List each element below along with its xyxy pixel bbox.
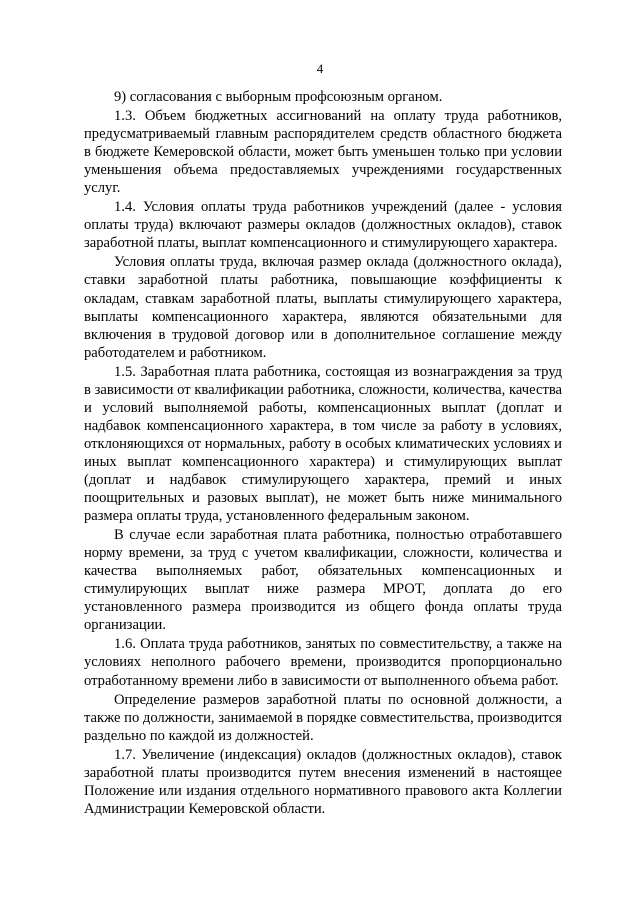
page-number: 4 (316, 61, 324, 76)
paragraph-1-4: 1.4. Условия оплаты труда работников учреждений (далее - условия оплаты труда) включают размеры окладов (должностных окладов), ставок заработной платы, выплат компенсационного и стимулирующего характера. (84, 199, 562, 252)
paragraph-1-5-mrot: В случае если заработная плата работника, полностью отработавшего норму времени, за труд с учетом квалификации, сложности, количества и качества выполняемых работ, обязательных компенсационных и стимулирующих выплат ниже размера МРОТ, доплата до его установленного размера производится из общего фонда оплаты труда организации. (84, 527, 562, 634)
paragraph-item-9: 9) согласования с выборным профсоюзным органом. (114, 89, 443, 105)
paragraph-1-4-conditions: Условия оплаты труда, включая размер оклада (должностного оклада), ставки заработной платы работника, повышающие коэффициенты к окладам, ставкам заработной платы, выплаты стимулирующего характера, выплаты компенсационного характера, являются обязательными для включения в трудовой договор или в дополнительное соглашение между работодателем и работником. (84, 254, 562, 361)
paragraph-1-6-positions: Определение размеров заработной платы по основной должности, а также по должности, занимаемой в порядке совместительства, производится раздельно по каждой из должностей. (84, 691, 563, 744)
paragraph-1-6: 1.6. Оплата труда работников, занятых по совместительству, а также на условиях неполного рабочего времени, производится пропорционально отработанному времени либо в зависимости от выполненного объема работ. (84, 636, 562, 689)
paragraph-1-7: 1.7. Увеличение (индексация) окладов (должностных окладов), ставок заработной платы производится путем внесения изменений в настоящее Положение или издания отдельного нормативного правового акта Коллегии Администрации Кемеровской области. (84, 746, 562, 817)
document-body (84, 88, 562, 818)
paragraph-1-5: 1.5. Заработная плата работника, состоящая из вознаграждения за труд в зависимости от квалификации работника, сложности, количества, качества и условий выполняемой работы, компенсационных выплат (доплат и надбавок компенсационного характера, в том числе за работу в условиях, отклоняющихся от нормальных, работу в особых климатических условиях и иных выплат компенсационного характера) и стимулирующих выплат (доплат и надбавок стимулирующего характера, премий и иных поощрительных и разовых выплат), не может быть ниже минимального размера оплаты труда, установленного федеральным законом. (84, 363, 562, 525)
paragraph-1-3: 1.3. Объем бюджетных ассигнований на оплату труда работников, предусматриваемый главным распорядителем средств областного бюджета в бюджете Кемеровской области, может быть уменьшен только при условии уменьшения объема предоставляемых учреждениями государственных услуг. (84, 108, 562, 197)
